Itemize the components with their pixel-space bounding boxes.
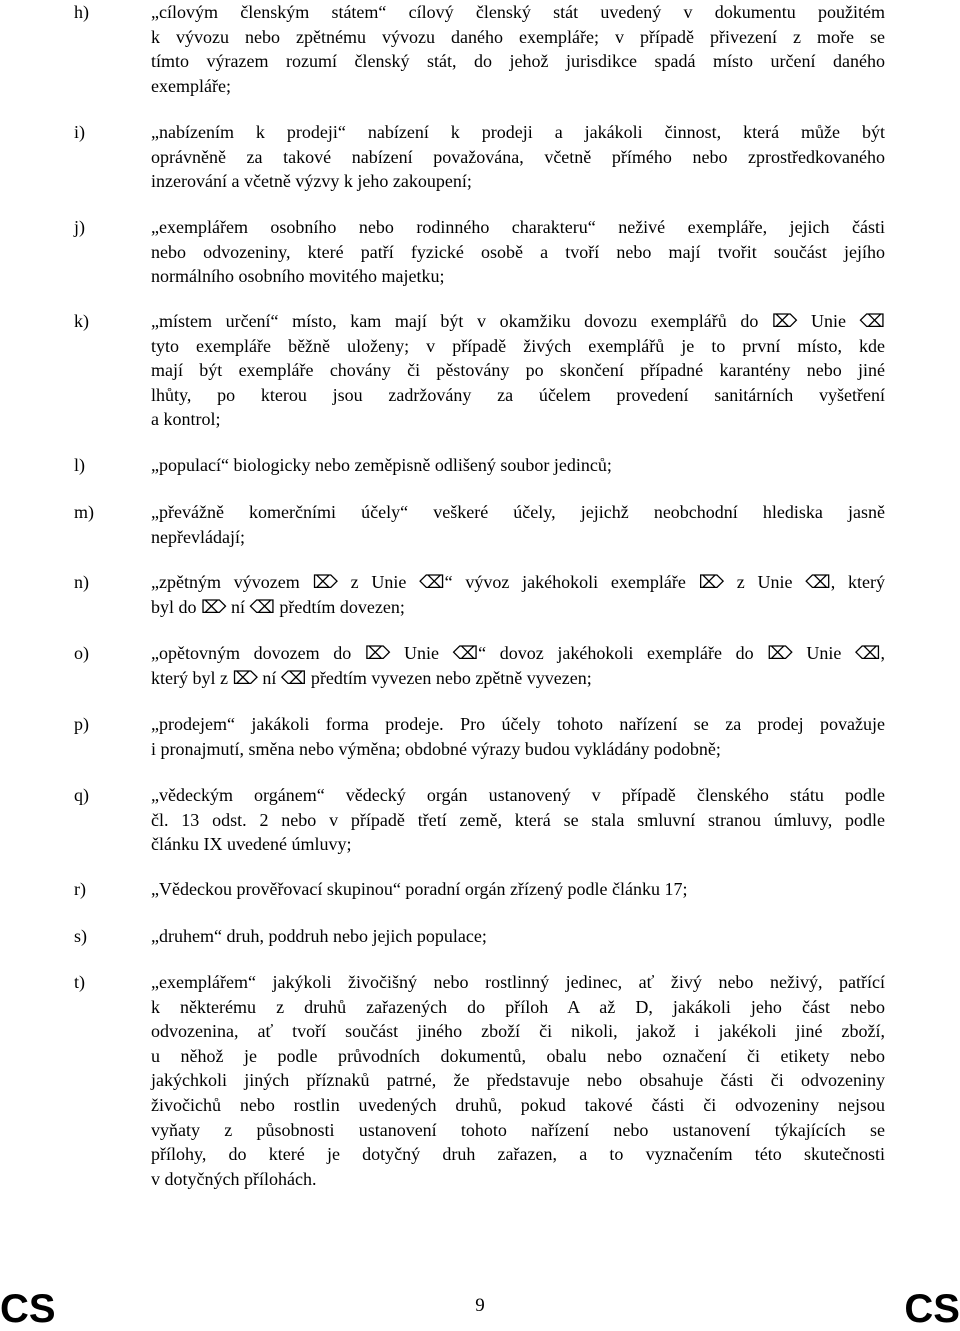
text-line: který byl z ⌦ ní ⌫ předtím vyvezen nebo zpětně vyvezen; bbox=[151, 667, 592, 688]
definition-label: l) bbox=[74, 455, 85, 475]
definition-label: n) bbox=[74, 572, 89, 592]
text-line: a kontrol; bbox=[151, 409, 221, 430]
definition-text bbox=[151, 0, 885, 98]
text-line: lhůty, po kterou jsou zadržovány za účelem provedení sanitárních vyšetření bbox=[151, 384, 885, 405]
text-line: tímto výrazem rozumí členský stát, do jehož jurisdikce spadá místo určení daného bbox=[151, 51, 885, 72]
definition-text bbox=[151, 570, 885, 619]
page-number: 9 bbox=[475, 1295, 485, 1316]
text-line: „zpětným vývozem ⌦ z Unie ⌫“ vývoz jakéhokoli exempláře ⌦ z Unie ⌫, který bbox=[151, 572, 885, 592]
definition-text bbox=[151, 500, 885, 549]
text-line: „exemplářem“ jakýkoli živočišný nebo rostlinný jedinec, ať živý nebo neživý, patřící bbox=[151, 972, 885, 992]
definition-text bbox=[151, 309, 885, 432]
definition-text bbox=[151, 970, 885, 1191]
text-line: u něhož je podle průvodních dokumentů, obalu nebo označení či etikety nebo bbox=[151, 1045, 885, 1066]
text-line: v dotyčných přílohách. bbox=[151, 1168, 317, 1189]
definition-label: i) bbox=[74, 122, 85, 142]
text-line: mají být exempláře chovány či pěstovány po skončení případné karantény nebo jiné bbox=[151, 360, 885, 381]
text-line: „místem určení“ místo, kam mají být v okamžiku dovozu exemplářů do ⌦ Unie ⌫ bbox=[151, 311, 885, 331]
text-line: „exemplářem osobního nebo rodinného charakteru“ neživé exempláře, jejich části bbox=[151, 217, 885, 237]
text-line: čl. 13 odst. 2 nebo v případě třetí země, která se stala smluvní stranou úmluvy, podle bbox=[151, 809, 885, 830]
definition-text bbox=[151, 783, 885, 857]
text-line: byl do ⌦ ní ⌫ předtím dovezen; bbox=[151, 596, 405, 617]
text-line: tyto exempláře běžně uloženy; v případě živých exemplářů je to první místo, kde bbox=[151, 335, 885, 356]
text-line: nebo odvozeniny, které patří fyzické osobě a tvoří nebo mají tvořit součást jejího bbox=[151, 241, 885, 262]
definition-label: h) bbox=[74, 2, 89, 22]
text-line: „prodejem“ jakákoli forma prodeje. Pro účely tohoto nařízení se za prodej považuje bbox=[151, 714, 885, 734]
text-line: „vědeckým orgánem“ vědecký orgán ustanovený v případě členského státu podle bbox=[151, 785, 885, 805]
text-line: „cílovým členským státem“ cílový členský stát uvedený v dokumentu použitém bbox=[151, 2, 885, 22]
definition-text bbox=[151, 215, 885, 289]
text-line: nepřevládají; bbox=[151, 526, 245, 547]
page-footer bbox=[0, 1285, 960, 1330]
definition-text bbox=[151, 712, 885, 761]
text-line: „nabízením k prodeji“ nabízení k prodeji a jakákoli činnost, která může být bbox=[151, 122, 885, 142]
text-line: „převážně komerčními účely“ veškeré účely, jejichž neobchodní hlediska jasně bbox=[151, 502, 885, 522]
language-mark-left: CS bbox=[0, 1287, 56, 1331]
text-line: živočichů nebo rostlin uvedených druhů, pokud takové části či odvozeniny nejsou bbox=[151, 1094, 885, 1115]
language-mark-right: CS bbox=[904, 1287, 960, 1331]
definition-label: t) bbox=[74, 972, 85, 992]
definition-label: r) bbox=[74, 879, 86, 899]
text-line: inzerování a včetně výzvy k jeho zakoupení; bbox=[151, 171, 472, 192]
text-line: článku IX uvedené úmluvy; bbox=[151, 834, 352, 855]
text-line: exempláře; bbox=[151, 75, 231, 96]
text-line: přílohy, do které je dotyčný druh zařazen, a to vyznačením této skutečnosti bbox=[151, 1144, 885, 1165]
text-line: oprávněně za takové nabízení považována, včetně přímého nebo zprostředkovaného bbox=[151, 146, 885, 167]
definition-label: q) bbox=[74, 785, 89, 805]
definition-label: s) bbox=[74, 926, 87, 946]
definition-label: m) bbox=[74, 502, 94, 522]
text-line: „Vědeckou prověřovací skupinou“ poradní orgán zřízený podle článku 17; bbox=[151, 879, 688, 899]
text-line: vyňaty z působnosti ustanovení tohoto nařízení nebo ustanovení týkajících se bbox=[151, 1119, 885, 1140]
definition-text bbox=[151, 877, 885, 902]
text-line: normálního osobního movitého majetku; bbox=[151, 266, 445, 287]
definition-text bbox=[151, 453, 885, 478]
text-line: „druhem“ druh, poddruh nebo jejich populace; bbox=[151, 926, 487, 946]
definition-text bbox=[151, 641, 885, 690]
definition-label: k) bbox=[74, 311, 89, 331]
text-line: k některému z druhů zařazených do příloh A až D, jakákoli jeho část nebo bbox=[151, 996, 885, 1017]
text-line: „opětovným dovozem do ⌦ Unie ⌫“ dovoz jakéhokoli exempláře do ⌦ Unie ⌫, bbox=[151, 643, 885, 663]
definition-text bbox=[151, 120, 885, 194]
text-line: k vývozu nebo zpětnému vývozu daného exempláře; v případě přivezení z moře se bbox=[151, 26, 885, 47]
definition-label: j) bbox=[74, 217, 85, 237]
text-line: jakýchkoli jiných příznaků patrné, že představuje nebo obsahuje části či odvozeniny bbox=[151, 1070, 885, 1091]
definition-label: p) bbox=[74, 714, 89, 734]
text-line: i pronajmutí, směna nebo výměna; obdobné výrazy budou vykládány podobně; bbox=[151, 738, 721, 759]
text-line: „populací“ biologicky nebo zeměpisně odlišený soubor jedinců; bbox=[151, 455, 612, 475]
text-line: odvozenina, ať tvoří součást jiného zboží či nikoli, jakož i jakékoli jiné zboží, bbox=[151, 1021, 885, 1042]
definition-text bbox=[151, 924, 885, 949]
definition-label: o) bbox=[74, 643, 89, 663]
